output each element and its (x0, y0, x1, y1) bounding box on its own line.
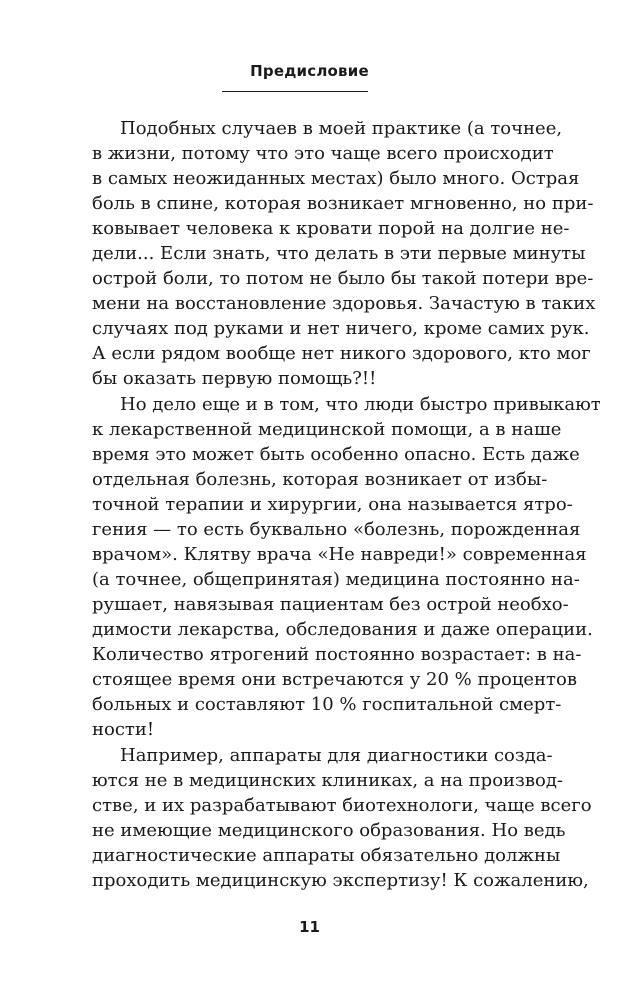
text-line: боль в спине, которая возникает мгновенно, но при- (92, 193, 594, 214)
text-line: бы оказать первую помощь?!! (92, 368, 377, 389)
text-line: ности! (92, 719, 155, 740)
text-line: в самых неожиданных местах) было много. Острая (92, 168, 580, 189)
text-line: Количество ятрогений постоянно возрастает: в на- (92, 644, 582, 665)
text-line: мени на восстановление здоровья. Зачастую в таких (92, 293, 596, 314)
text-line: А если рядом вообще нет никого здорового, кто мог (92, 343, 591, 364)
text-line: Подобных случаев в моей практике (а точнее, (120, 118, 563, 139)
text-line: диагностические аппараты обязательно должны (92, 845, 561, 866)
text-line: в жизни, потому что это чаще всего происходит (92, 143, 554, 164)
text-line: острой боли, то потом не было бы такой потери вре- (92, 268, 594, 289)
header-rule (222, 91, 368, 92)
text-line: ются не в медицинских клиниках, а на производ- (92, 770, 563, 791)
text-line: гения — то есть буквально «болезнь, порожденная (92, 519, 581, 540)
running-head: Предисловие (250, 62, 369, 80)
page-number: 11 (299, 918, 320, 936)
text-line: Но дело еще и в том, что люди быстро привыкают (120, 394, 601, 415)
text-line: больных и составляют 10 % госпитальной смерт- (92, 694, 562, 715)
text-line: ковывает человека к кровати порой на долгие не- (92, 218, 570, 239)
text-line: рушает, навязывая пациентам без острой необхо- (92, 594, 569, 615)
text-line: стоящее время они встречаются у 20 % процентов (92, 669, 577, 690)
text-line: время это может быть особенно опасно. Есть даже (92, 444, 580, 465)
text-line: врачом». Клятву врача «Не навреди!» современная (92, 544, 587, 565)
text-line: точной терапии и хирургии, она называется ятро- (92, 494, 573, 515)
text-line: к лекарственной медицинской помощи, а в наше (92, 419, 562, 440)
text-line: Например, аппараты для диагностики созда- (120, 745, 553, 766)
text-line: проходить медицинскую экспертизу! К сожалению, (92, 870, 589, 891)
text-line: димости лекарства, обследования и даже операции. (92, 619, 593, 640)
text-line: не имеющие медицинского образования. Но ведь (92, 820, 566, 841)
text-line: случаях под руками и нет ничего, кроме самих рук. (92, 318, 590, 339)
text-line: дели... Если знать, что делать в эти первые минуты (92, 243, 586, 264)
text-line: (а точнее, общепринятая) медицина постоянно на- (92, 569, 580, 590)
text-line: отдельная болезнь, которая возникает от избы- (92, 469, 548, 490)
text-line: стве, и их разрабатывают биотехнологи, чаще всего (92, 795, 592, 816)
